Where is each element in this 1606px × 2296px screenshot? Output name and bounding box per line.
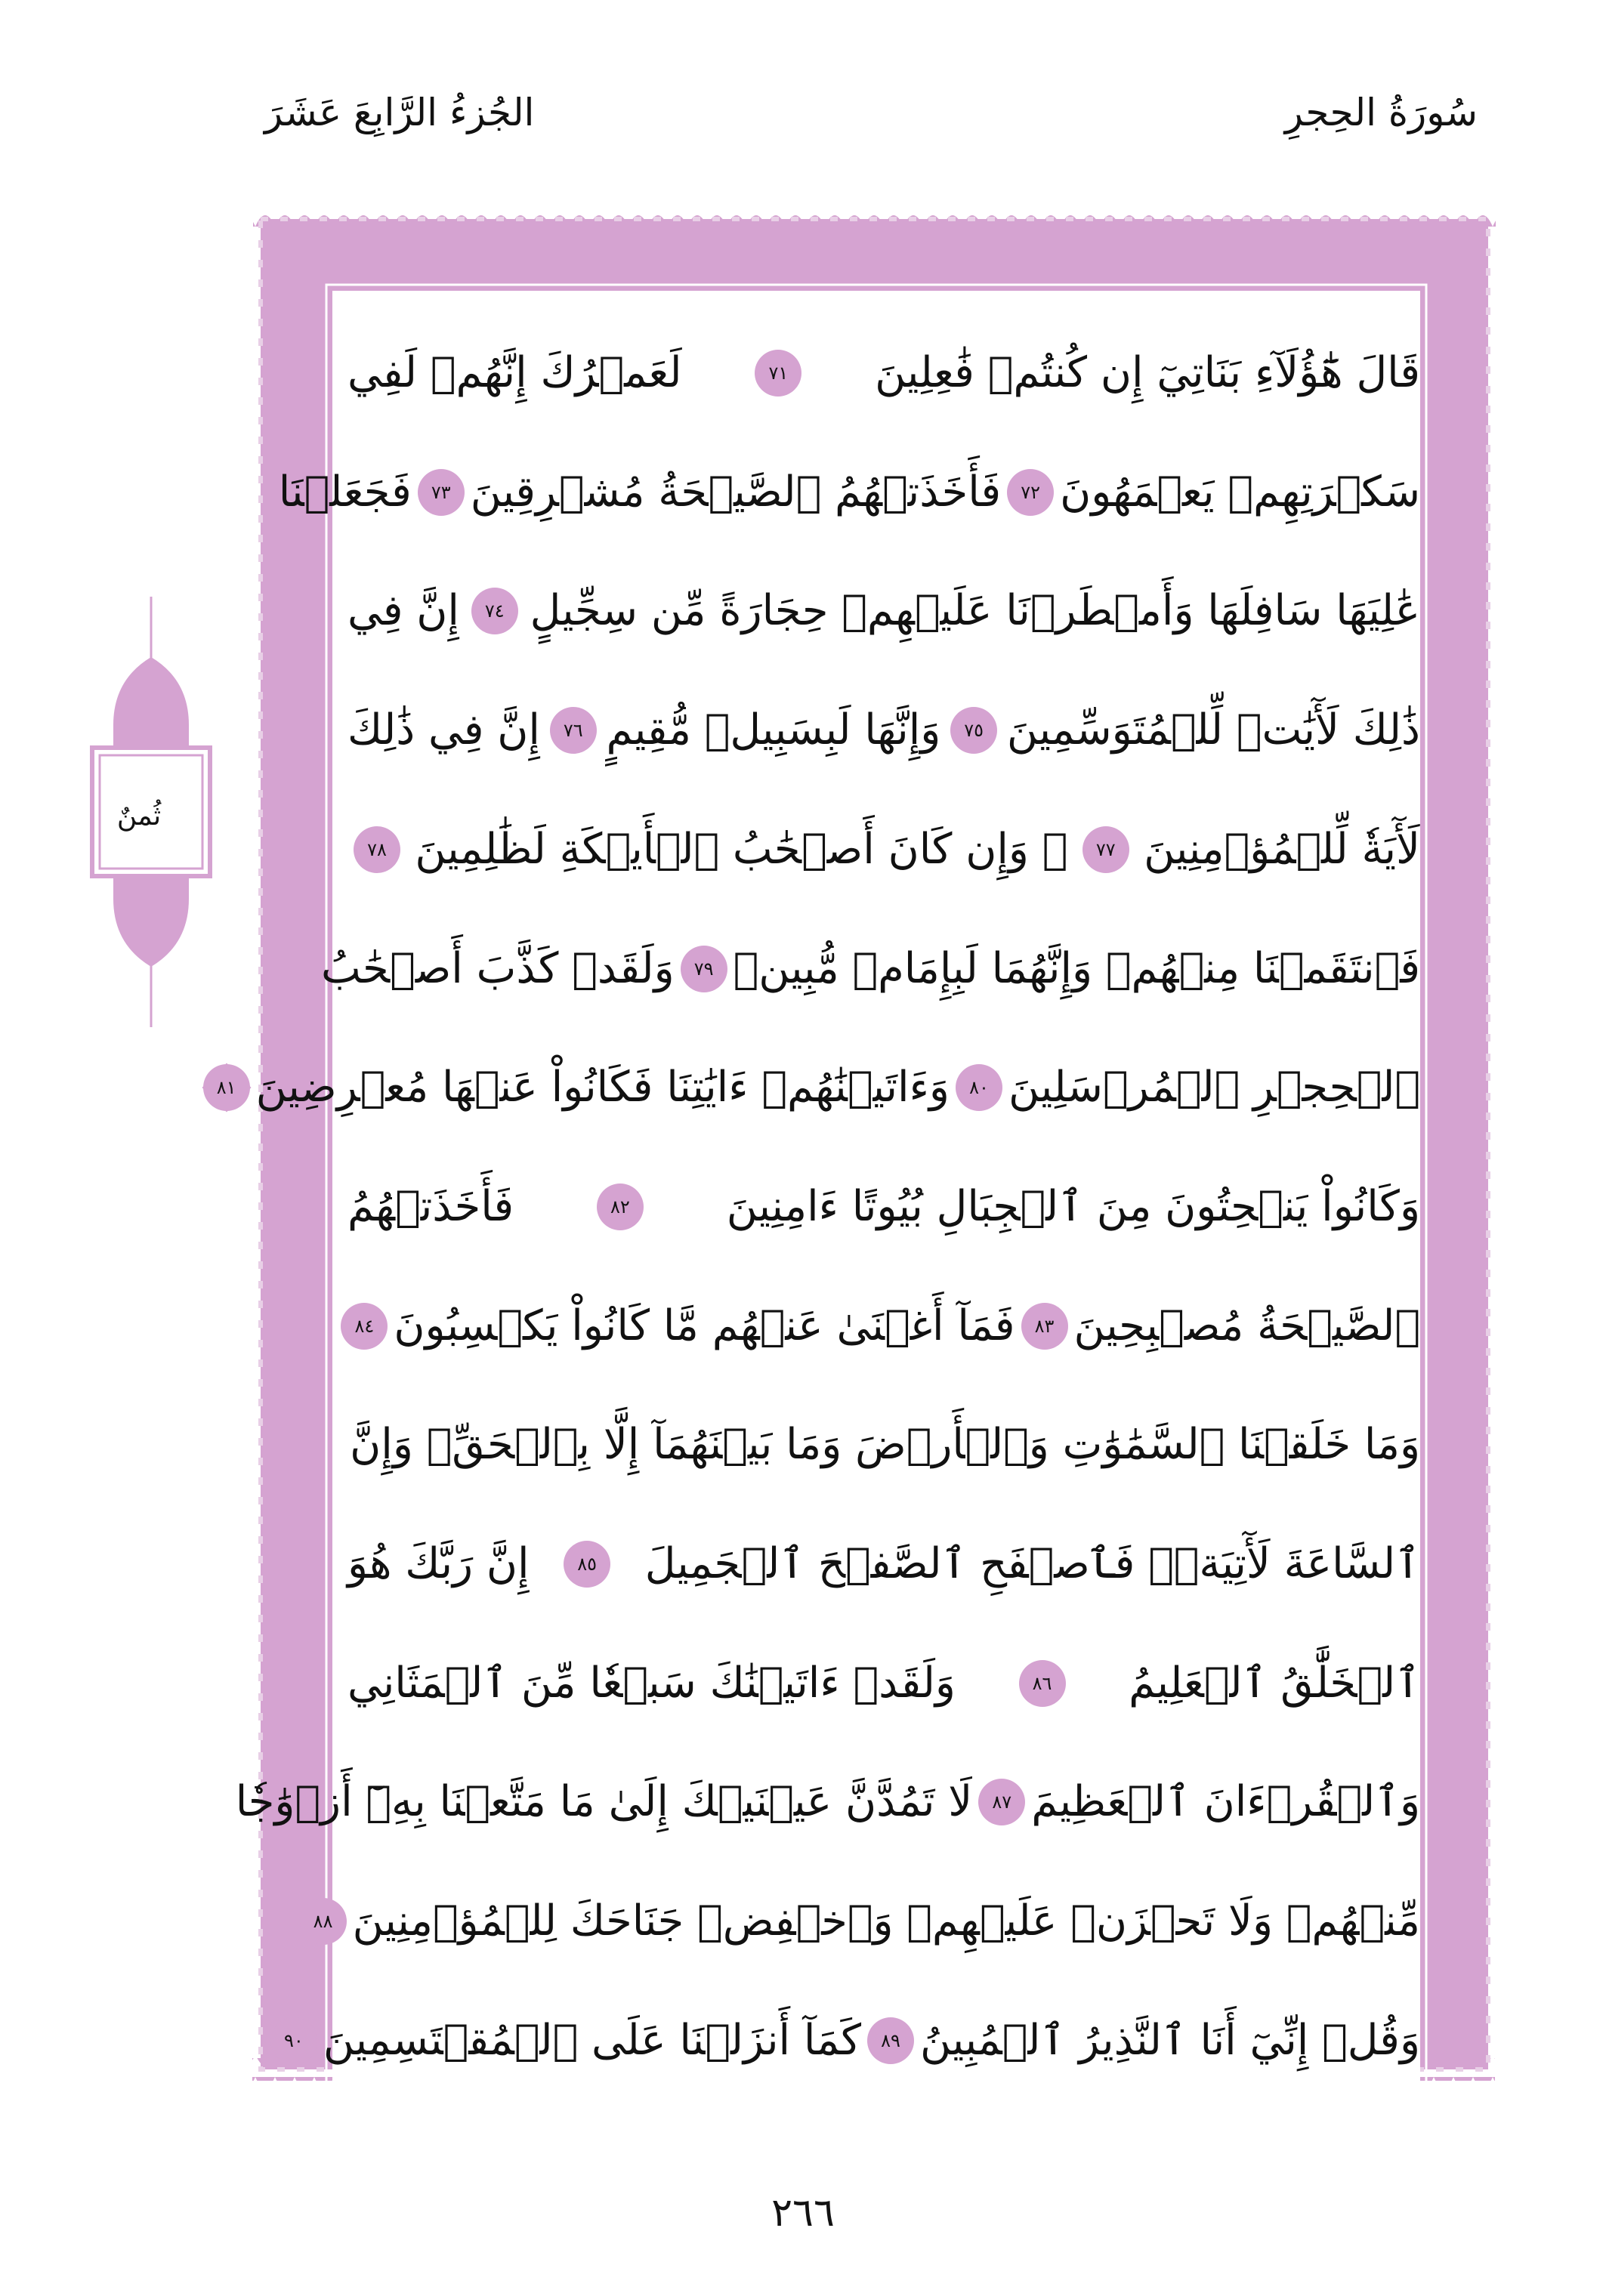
- verse-text: فَمَآ أَغۡنَىٰ عَنۡهُم مَّا كَانُواْ يَكۡسِبُونَ: [394, 1301, 1015, 1350]
- ayah-number-marker: ٨٤: [341, 1303, 388, 1350]
- verse-line: [347, 1400, 1420, 1490]
- ayah-number-marker: ٧٣: [418, 469, 465, 516]
- ayah-number-marker: ٧٦: [550, 707, 597, 754]
- verse-text: سَكۡرَتِهِمۡ يَعۡمَهُونَ: [1060, 467, 1420, 517]
- hizb-quarter-label: ثُمنٌ: [116, 800, 162, 832]
- verse-line: [278, 447, 1420, 538]
- verse-line: [313, 1876, 1420, 1967]
- verse-text: لَعَمۡرُكَ إِنَّهُمۡ لَفِي: [347, 348, 682, 397]
- verse-line: [347, 328, 1420, 418]
- ayah-number-marker: ٨١: [203, 1064, 250, 1111]
- ayah-number-marker: ٧٤: [471, 588, 518, 634]
- ayah-number-marker: ٨٢: [597, 1183, 644, 1230]
- verse-line: [235, 1757, 1420, 1847]
- verse-text: مِّنۡهُمۡ وَلَا تَحۡزَنۡ عَلَيۡهِمۡ وَٱخۡفِضۡ جَنَاحَكَ لِلۡمُؤۡمِنِينَ: [352, 1896, 1420, 1946]
- ayah-number-marker: ٨٧: [978, 1779, 1025, 1825]
- ayah-number-marker: ٨٩: [867, 2017, 914, 2064]
- verse-text: إِنَّ رَبَّكَ هُوَ: [347, 1539, 530, 1589]
- surah-title: سُورَةُ الحِجرِ: [1284, 91, 1478, 134]
- verse-text: ذَٰلِكَ لَأٓيَٰتٖ لِّلۡمُتَوَسِّمِينَ: [1006, 705, 1420, 755]
- ayah-number-marker: ٨٨: [300, 1898, 347, 1945]
- ayah-number-marker: ٨٥: [564, 1541, 610, 1588]
- quran-text-block: [216, 317, 1420, 2100]
- verse-line: [283, 1995, 1420, 2086]
- verse-line: [347, 804, 1420, 895]
- ayah-number-marker: ٧١: [755, 350, 801, 397]
- ayah-number-marker: ٧٨: [354, 826, 400, 873]
- ayah-number-marker: ٧٩: [681, 946, 727, 992]
- verse-text: فَأَخَذَتۡهُمُ: [347, 1181, 514, 1231]
- verse-text: عَٰلِيَهَا سَافِلَهَا وَأَمۡطَرۡنَا عَلَيۡهِمۡ حِجَارَةً مِّن سِجِّيلٍ: [530, 586, 1420, 636]
- verse-text: وَإِنَّهَا لَبِسَبِيلٖ مُّقِيمٍ: [606, 705, 941, 755]
- verse-text: كَمَآ أَنزَلۡنَا عَلَى ٱلۡمُقۡتَسِمِينَ: [323, 2015, 861, 2065]
- verse-line: [347, 566, 1420, 656]
- ayah-number-marker: ٩٠: [270, 2017, 317, 2064]
- juz-title: الجُزءُ الرَّابِعَ عَشَرَ: [264, 91, 535, 134]
- verse-text: وَقُلۡ إِنِّيٓ أَنَا ٱلنَّذِيرُ ٱلۡمُبِينُ: [920, 2015, 1420, 2065]
- ayah-number-marker: ٨٣: [1021, 1303, 1068, 1350]
- ayah-number-marker: ٧٢: [1007, 469, 1054, 516]
- verse-line: [347, 1162, 1420, 1252]
- verse-text: لَأٓيَةٗ لِّلۡمُؤۡمِنِينَ: [1144, 824, 1420, 874]
- verse-line: [347, 685, 1420, 776]
- verse-text: إِنَّ فِي: [347, 586, 459, 636]
- verse-text: وَمَا خَلَقۡنَا ٱلسَّمَٰوَٰتِ وَٱلۡأَرۡضَ وَمَا بَيۡنَهُمَآ إِلَّا بِٱلۡحَقِّۗ وَإِنَّ: [350, 1420, 1420, 1470]
- verse-text: ٱلۡحِجۡرِ ٱلۡمُرۡسَلِينَ: [1008, 1063, 1420, 1113]
- verse-line: [347, 1519, 1420, 1609]
- verse-text: لَا تَمُدَّنَّ عَيۡنَيۡكَ إِلَىٰ مَا مَتَّعۡنَا بِهِۦٓ أَزۡوَٰجٗا: [235, 1777, 973, 1827]
- verse-text: وَلَقَدۡ ءَاتَيۡنَٰكَ سَبۡعٗا مِّنَ ٱلۡمَثَانِي: [347, 1658, 956, 1708]
- verse-text: ٱلۡخَلَّٰقُ ٱلۡعَلِيمُ: [1129, 1658, 1420, 1708]
- ayah-number-marker: ٧٧: [1083, 826, 1129, 873]
- ayah-number-marker: ٨٠: [956, 1064, 1002, 1111]
- verse-text: إِنَّ فِي ذَٰلِكَ: [347, 705, 540, 755]
- verse-line: [347, 1638, 1420, 1729]
- verse-text: وَءَاتَيۡنَٰهُمۡ ءَايَٰتِنَا فَكَانُواْ عَنۡهَا مُعۡرِضِينَ: [255, 1063, 950, 1113]
- verse-text: فَأَخَذَتۡهُمُ ٱلصَّيۡحَةُ مُشۡرِقِينَ: [470, 467, 1002, 517]
- verse-text: وَلَقَدۡ كَذَّبَ أَصۡحَٰبُ: [320, 943, 675, 993]
- ayah-number-marker: ٨٦: [1019, 1660, 1066, 1707]
- ayah-number-marker: ٧٥: [950, 707, 997, 754]
- verse-text: فَٱنتَقَمۡنَا مِنۡهُمۡ وَإِنَّهُمَا لَبِإِمَامٖ مُّبِينٖ: [733, 943, 1420, 993]
- verse-line: [347, 1281, 1420, 1372]
- verse-text: وَٱلۡقُرۡءَانَ ٱلۡعَظِيمَ: [1031, 1777, 1420, 1827]
- verse-text: ۞ وَإِن كَانَ أَصۡحَٰبُ ٱلۡأَيۡكَةِ لَظَٰلِمِينَ: [415, 824, 1068, 874]
- verse-text: ٱلصَّيۡحَةُ مُصۡبِحِينَ: [1073, 1301, 1420, 1350]
- verse-text: قَالَ هَٰٓؤُلَآءِ بَنَاتِيٓ إِن كُنتُمۡ فَٰعِلِينَ: [875, 348, 1420, 397]
- verse-text: وَكَانُواْ يَنۡحِتُونَ مِنَ ٱلۡجِبَالِ بُيُوتًا ءَامِنِينَ: [726, 1181, 1420, 1231]
- page-number: ٢٦٦: [771, 2190, 835, 2236]
- verse-line: [320, 924, 1420, 1014]
- verse-text: فَجَعَلۡنَا: [278, 467, 412, 517]
- verse-line: [216, 1042, 1420, 1133]
- verse-text: ٱلسَّاعَةَ لَأٓتِيَةٞۖ فَٱصۡفَحِ ٱلصَّفۡحَ ٱلۡجَمِيلَ: [644, 1539, 1420, 1589]
